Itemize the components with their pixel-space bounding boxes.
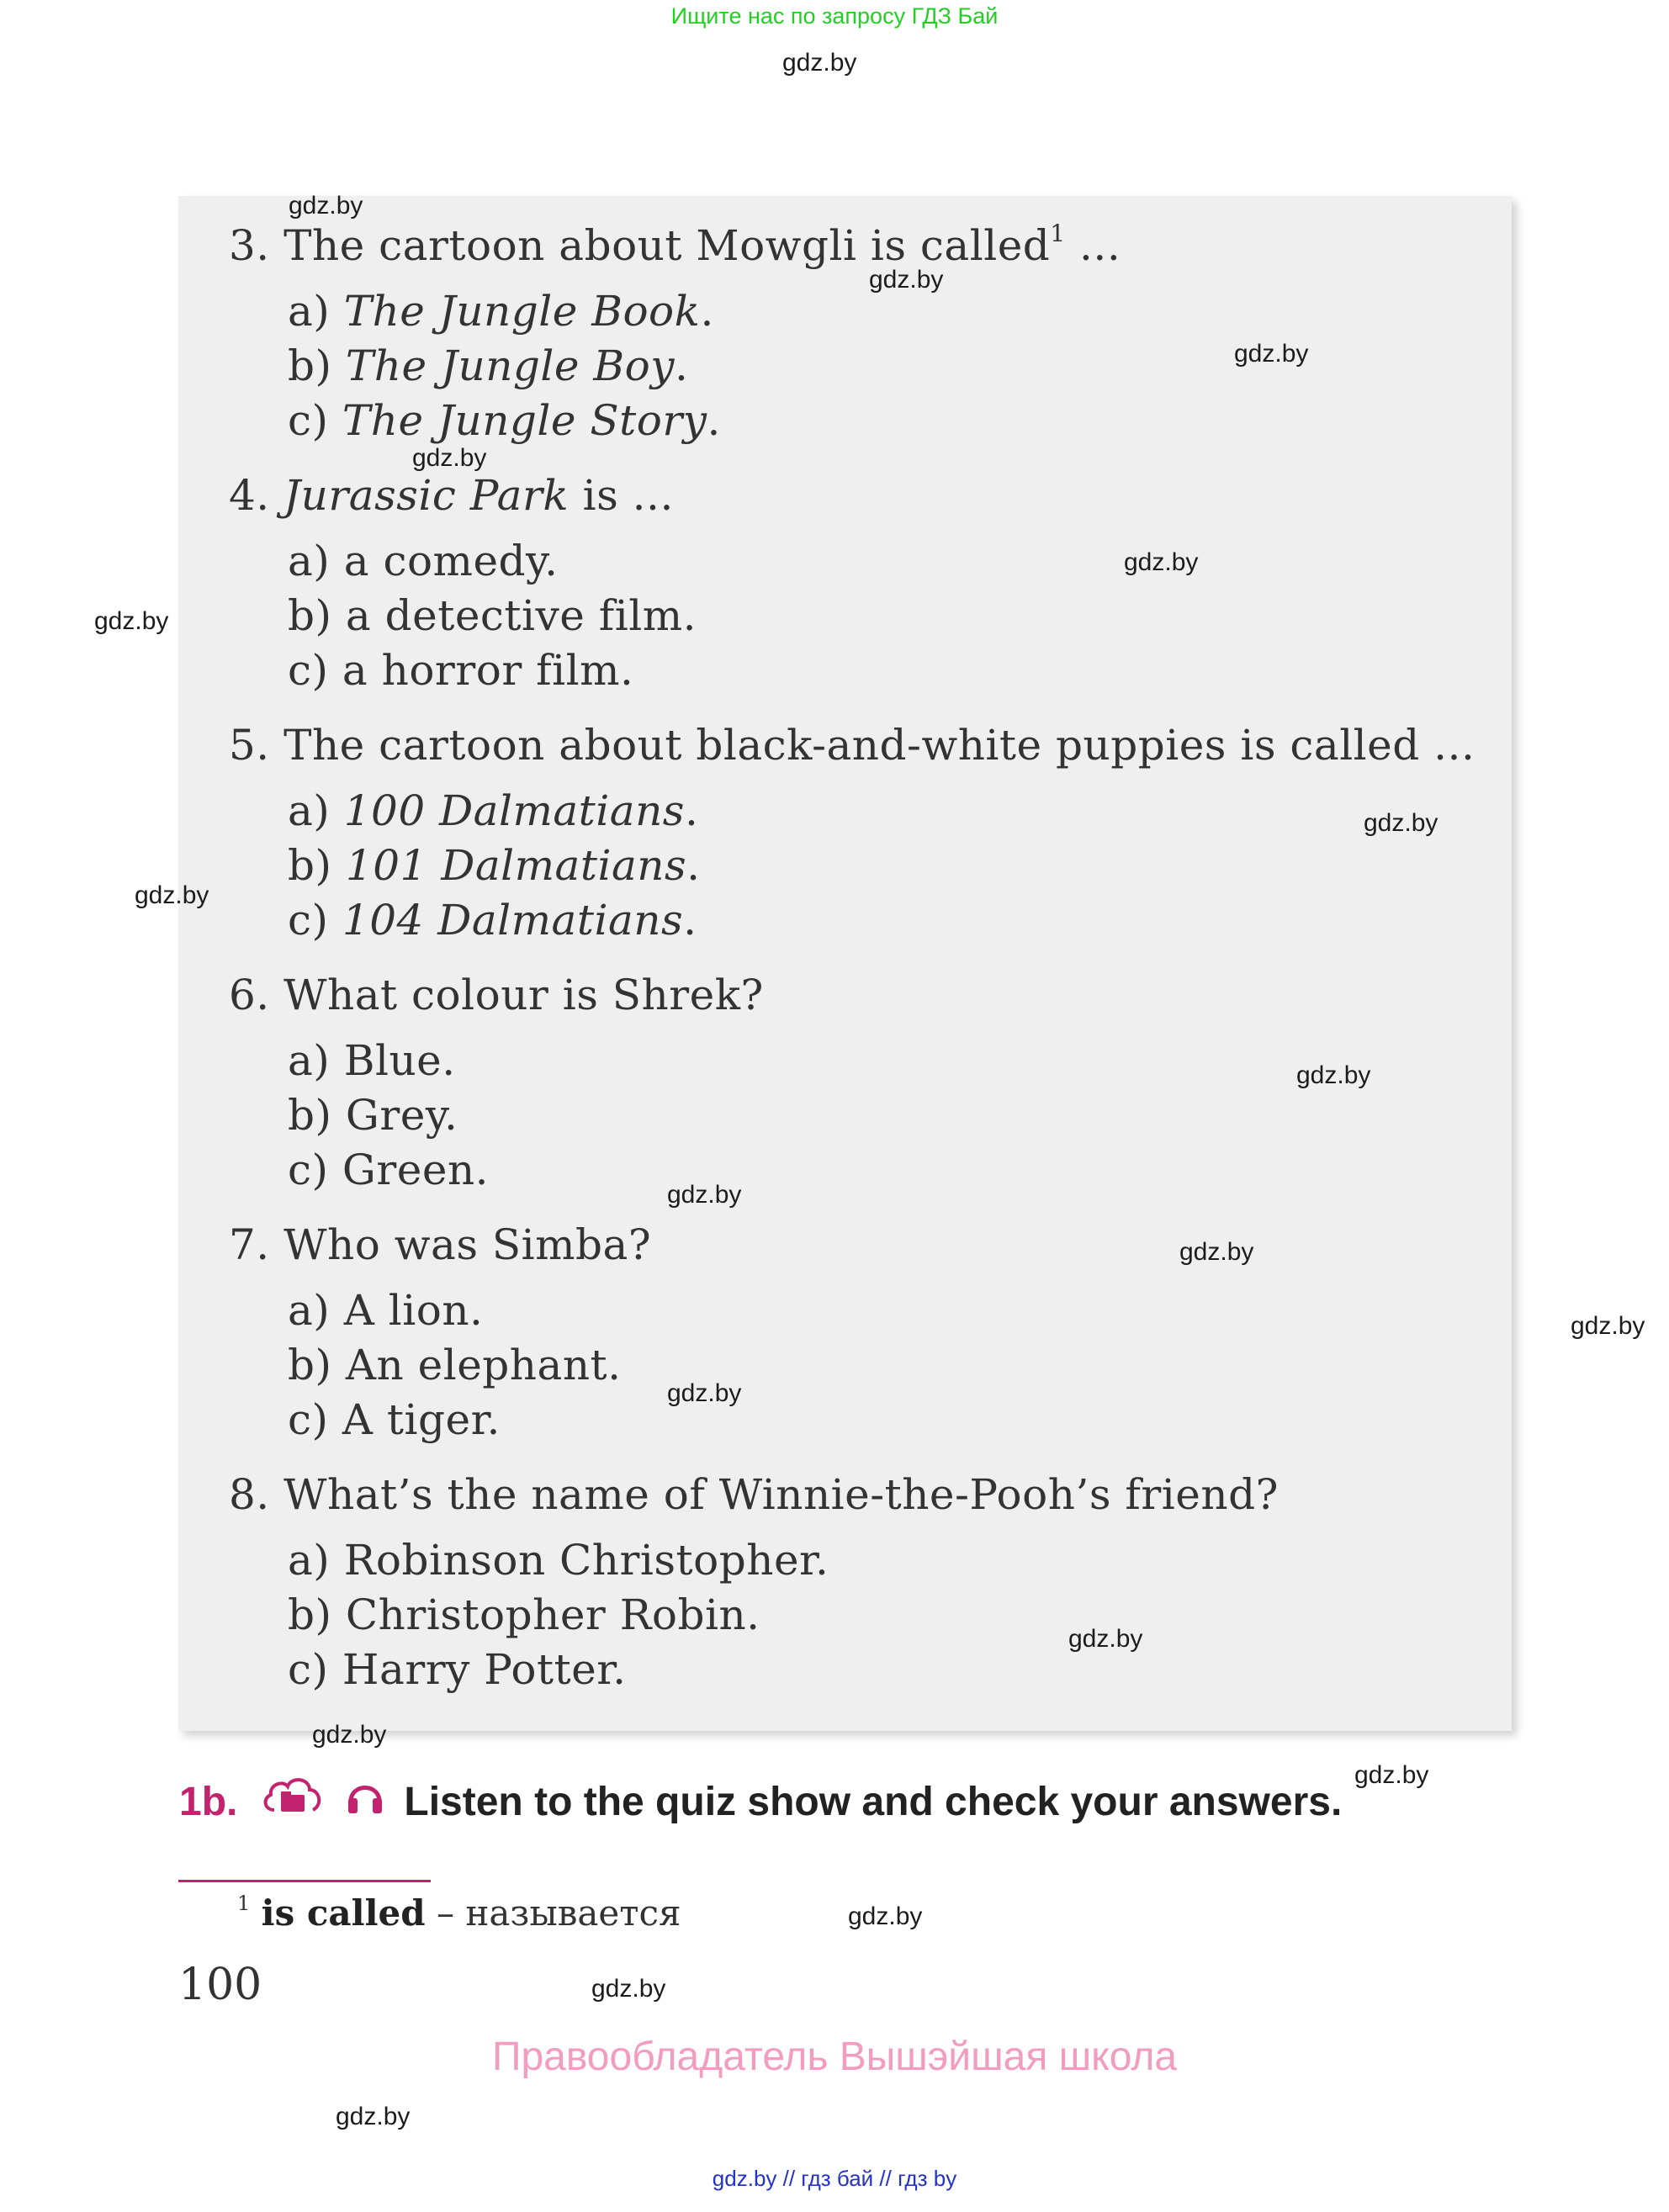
- watermark: gdz.by: [1354, 1761, 1429, 1789]
- headphones-icon: [346, 1773, 384, 1830]
- option-5a: a) 100 Dalmatians.: [288, 786, 699, 835]
- page-number: 100: [178, 1960, 262, 2010]
- option-3b: b) The Jungle Boy.: [288, 341, 689, 390]
- task-number: 1b.: [179, 1780, 238, 1824]
- cloud-folder-icon: [259, 1773, 326, 1830]
- question-5: 5. The cartoon about black-and-white puppies is called ...: [229, 721, 1476, 770]
- footnote: $^1$ is called – называется: [237, 1892, 681, 1934]
- option-8a: a) Robinson Christopher.: [288, 1536, 829, 1585]
- option-4c: c) a horror film.: [288, 646, 634, 695]
- question-4: 4. Jurassic Park is ...: [229, 471, 674, 520]
- copyright-notice: Правообладатель Вышэйшая школа: [491, 2035, 1178, 2079]
- watermark: gdz.by: [1571, 1312, 1645, 1340]
- top-banner: Ищите нас по запросу ГДЗ Бай: [670, 3, 999, 29]
- option-4a: a) a comedy.: [288, 537, 559, 585]
- footnote-rule: [178, 1880, 431, 1882]
- option-7a: a) A lion.: [288, 1286, 484, 1335]
- option-6a: a) Blue.: [288, 1036, 456, 1085]
- watermark: gdz.by: [1234, 340, 1309, 368]
- option-7c: c) A tiger.: [288, 1395, 501, 1444]
- option-5c: c) 104 Dalmatians.: [288, 896, 697, 945]
- watermark: gdz.by: [94, 607, 169, 635]
- option-5b: b) 101 Dalmatians.: [288, 841, 701, 890]
- watermark: gdz.by: [1179, 1238, 1254, 1266]
- watermark: gdz.by: [1296, 1061, 1371, 1089]
- option-6b: b) Grey.: [288, 1091, 458, 1140]
- footnote-mark: 1: [1050, 220, 1066, 247]
- site-header: gdz.by: [782, 49, 857, 77]
- watermark: gdz.by: [1068, 1625, 1143, 1653]
- watermark: gdz.by: [412, 444, 487, 472]
- question-6: 6. What colour is Shrek?: [229, 971, 764, 1019]
- watermark: gdz.by: [336, 2103, 411, 2130]
- watermark: gdz.by: [289, 192, 363, 220]
- watermark: gdz.by: [591, 1975, 666, 2003]
- option-6c: c) Green.: [288, 1146, 490, 1194]
- watermark: gdz.by: [667, 1379, 742, 1407]
- watermark: gdz.by: [667, 1181, 742, 1209]
- watermark: gdz.by: [848, 1902, 923, 1930]
- watermark: gdz.by: [312, 1721, 387, 1749]
- question-7: 7. Who was Simba?: [229, 1220, 652, 1269]
- option-7b: b) An elephant.: [288, 1341, 622, 1389]
- question-8: 8. What’s the name of Winnie-the-Pooh’s friend?: [229, 1470, 1279, 1519]
- option-8c: c) Harry Potter.: [288, 1645, 627, 1694]
- watermark: gdz.by: [135, 881, 209, 909]
- option-4b: b) a detective film.: [288, 591, 697, 640]
- option-8b: b) Christopher Robin.: [288, 1590, 760, 1639]
- option-3c: c) The Jungle Story.: [288, 396, 721, 445]
- option-3a: a) The Jungle Book.: [288, 287, 714, 336]
- question-3: 3. The cartoon about Mowgli is called$^1$ ...: [229, 220, 1121, 270]
- watermark: gdz.by: [869, 266, 944, 294]
- task-text: Listen to the quiz show and check your answers.: [404, 1780, 1343, 1824]
- watermark: gdz.by: [1364, 809, 1439, 837]
- watermark: gdz.by: [1124, 548, 1199, 576]
- task-1b: [179, 1773, 1342, 1830]
- bottom-links[interactable]: gdz.by // гдз бай // гдз by: [712, 2166, 957, 2191]
